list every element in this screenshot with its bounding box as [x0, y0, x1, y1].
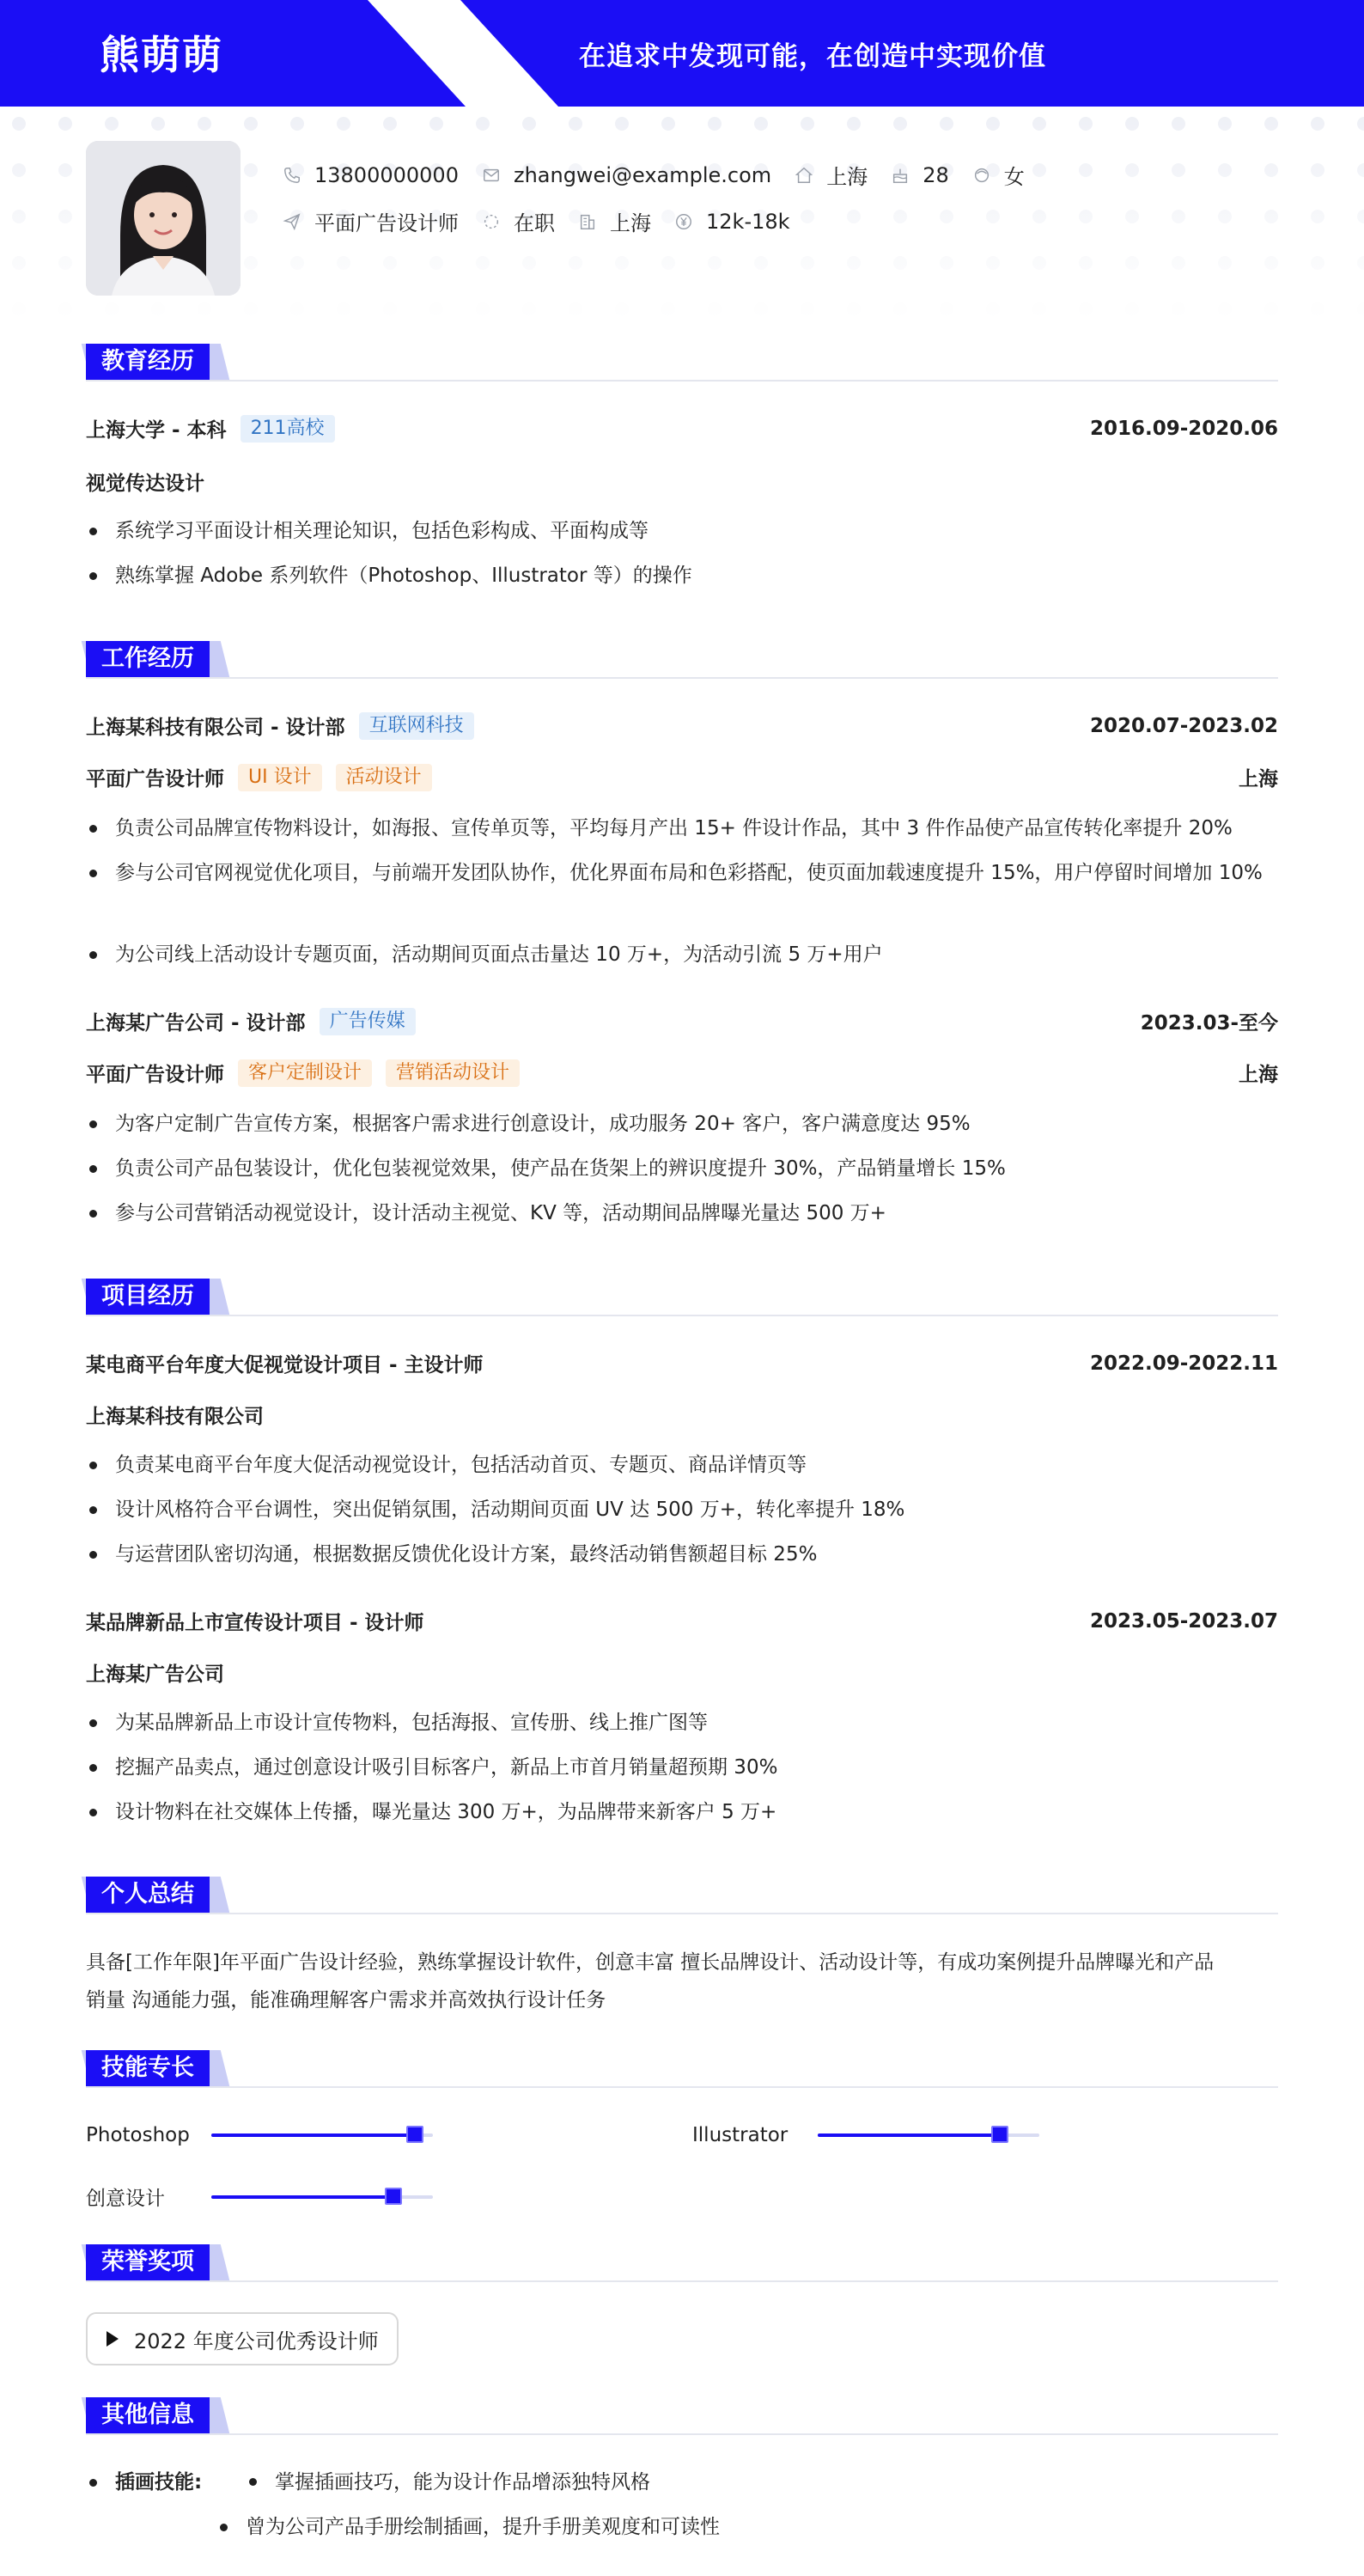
position-value: 平面广告设计师: [314, 211, 459, 235]
education-major: 视觉传达设计: [86, 473, 204, 495]
job-skill-tag: UI 设计: [238, 764, 322, 791]
building-icon: [577, 211, 598, 232]
project-header: [86, 1349, 1278, 1377]
list-item: 设计风格符合平台调性，突出促销氛围，活动期间页面 UV 达 500 万+，转化率提升 18%: [86, 1492, 1278, 1529]
job-period: 2023.03-至今: [1140, 1012, 1278, 1035]
candidate-name: 熊萌萌: [100, 32, 223, 78]
contact-email: [481, 163, 771, 187]
list-item: 参与公司营销活动视觉设计，设计活动主视觉、KV 等，活动期间品牌曝光量达 500 万+: [86, 1195, 1278, 1232]
section-title-awards: 荣誉奖项: [86, 2244, 210, 2280]
education-tag: 211高校: [241, 415, 335, 443]
contact-phone: [282, 163, 459, 187]
section-divider: [86, 677, 1278, 679]
summary-line-1: 具备[工作年限]年平面广告设计经验，熟练掌握设计软件，创意丰富 擅长品牌设计、活动设计等，有成功案例提升品牌曝光和产品: [86, 1951, 1215, 1974]
list-item: 为某品牌新品上市设计宣传物料，包括海报、宣传册、线上推广图等: [86, 1705, 1278, 1742]
job-header: [86, 711, 1278, 740]
job-role: 平面广告设计师: [86, 1064, 224, 1086]
project-header: [86, 1607, 1278, 1635]
project-name: 某电商平台年度大促视觉设计项目 - 主设计师: [86, 1354, 484, 1377]
job-role-row: [86, 763, 1278, 791]
list-item: 系统学习平面设计相关理论知识，包括色彩构成、平面构成等: [86, 513, 1278, 550]
job-skill-tag: 客户定制设计: [238, 1059, 372, 1087]
section-divider: [86, 1315, 1278, 1316]
contact-salary: [673, 210, 790, 234]
project-period: 2022.09-2022.11: [1089, 1352, 1278, 1375]
list-item: 与运营团队密切沟通，根据数据反馈优化设计方案，最终活动销售额超目标 25%: [86, 1536, 1278, 1573]
email-value: zhangwei@example.com: [513, 162, 772, 187]
salary-value: 12k-18k: [706, 209, 790, 234]
section-title-other: 其他信息: [86, 2397, 210, 2433]
list-item: 熟练掌握 Adobe 系列软件（Photoshop、Illustrator 等）的操作: [86, 558, 1278, 595]
list-item: 参与公司官网视觉优化项目，与前端开发团队协作，优化界面布局和色彩搭配，使页面加载速度提升 15%，用户停留时间增加 10%: [86, 855, 1278, 892]
other-info-subitem: 曾为公司产品手册绘制插画，提升手册美观度和可读性: [216, 2509, 1278, 2546]
section-title-skills: 技能专长: [86, 2050, 210, 2086]
award-item[interactable]: [86, 2312, 399, 2365]
contact-city: [794, 160, 868, 190]
project-name: 某品牌新品上市宣传设计项目 - 设计师: [86, 1612, 424, 1634]
education-period: 2016.09-2020.06: [1089, 417, 1278, 440]
job-header: [86, 1007, 1278, 1035]
job-industry-tag: 互联网科技: [359, 712, 474, 740]
education-school: 上海大学 - 本科: [86, 419, 227, 442]
skill-knob: [991, 2126, 1008, 2143]
skill-knob: [406, 2126, 423, 2143]
skill-bar: [211, 2133, 433, 2137]
contact-row-1: [282, 160, 1047, 190]
age-value: 28: [923, 162, 949, 187]
contact-position: [282, 206, 459, 236]
job-period: 2020.07-2023.02: [1089, 714, 1278, 737]
job-location: 上海: [1239, 1064, 1278, 1086]
section-divider: [86, 2433, 1278, 2435]
status-icon: [481, 211, 502, 232]
phone-icon: [282, 165, 302, 186]
section-title-education: 教育经历: [86, 344, 210, 380]
city-value: 上海: [826, 165, 868, 189]
header-banner: [0, 0, 1364, 107]
play-icon: [107, 2331, 119, 2347]
job-role-row: [86, 1059, 1278, 1087]
education-header: [86, 414, 1278, 443]
project-company-row: [86, 1401, 1278, 1429]
job-skill-tag: 营销活动设计: [386, 1059, 520, 1087]
project-period: 2023.05-2023.07: [1089, 1609, 1278, 1633]
section-title-summary: 个人总结: [86, 1877, 210, 1913]
list-item: 挖掘产品卖点，通过创意设计吸引目标客户，新品上市首月销量超预期 30%: [86, 1749, 1278, 1786]
contact-row-2: [282, 206, 813, 236]
contact-expected-city: [577, 206, 651, 236]
skill-photoshop: [86, 2124, 433, 2146]
contact-gender: [971, 160, 1025, 190]
section-title-projects: 项目经历: [86, 1279, 210, 1315]
skill-label: Illustrator: [692, 2124, 789, 2146]
section-title-work: 工作经历: [86, 641, 210, 677]
award-label: 2022 年度公司优秀设计师: [134, 2329, 379, 2353]
job-location: 上海: [1239, 768, 1278, 791]
gender-icon: [971, 165, 992, 186]
header-slogan: 在追求中发现可能，在创造中实现价值: [579, 41, 1046, 72]
skill-label: 创意设计: [86, 2188, 165, 2210]
other-info-text: 掌握插画技巧，能为设计作品增添独特风格: [246, 2471, 650, 2494]
gender-value: 女: [1003, 165, 1025, 189]
skill-label: Photoshop: [86, 2124, 190, 2146]
project-company-row: [86, 1658, 1278, 1687]
list-item: 负责某电商平台年度大促活动视觉设计，包括活动首页、专题页、商品详情页等: [86, 1447, 1278, 1484]
skill-bar: [211, 2195, 433, 2199]
contact-age: [890, 163, 949, 187]
summary-line-2: 销量 沟通能力强，能准确理解客户需求并高效执行设计任务: [86, 1989, 606, 2011]
mail-icon: [481, 165, 502, 186]
list-item: 设计物料在社交媒体上传播，曝光量达 300 万+，为品牌带来新客户 5 万+: [86, 1794, 1278, 1831]
cake-icon: [890, 165, 910, 186]
other-info-item: [86, 2464, 1278, 2501]
job-role: 平面广告设计师: [86, 768, 224, 791]
status-value: 在职: [514, 211, 555, 235]
send-icon: [282, 211, 302, 232]
section-divider: [86, 1913, 1278, 1914]
education-major-row: [86, 467, 1278, 496]
section-divider: [86, 2280, 1278, 2282]
home-icon: [794, 165, 814, 186]
job-company: 上海某广告公司 - 设计部: [86, 1012, 306, 1035]
skill-creative-design: [86, 2182, 433, 2211]
expected-city-value: 上海: [610, 211, 651, 235]
skill-knob: [385, 2188, 402, 2205]
profile-photo: [86, 141, 241, 296]
bullet-dot: [249, 2478, 257, 2486]
contact-status: [481, 206, 555, 236]
list-item: 负责公司产品包装设计，优化包装视觉效果，使产品在货架上的辨识度提升 30%，产品销量增长 15%: [86, 1151, 1278, 1187]
other-info-label: 插画技能:: [115, 2471, 203, 2494]
phone-value: 13800000000: [314, 162, 459, 187]
job-skill-tag: 活动设计: [336, 764, 432, 791]
section-divider: [86, 2086, 1278, 2088]
list-item: 为公司线上活动设计专题页面，活动期间页面点击量达 10 万+，为活动引流 5 万+用户: [86, 937, 1278, 974]
job-company: 上海某科技有限公司 - 设计部: [86, 717, 345, 739]
project-company: 上海某广告公司: [86, 1663, 224, 1686]
skill-illustrator: [692, 2124, 1039, 2146]
skill-bar: [818, 2133, 1039, 2137]
list-item: 负责公司品牌宣传物料设计，如海报、宣传单页等，平均每月产出 15+ 件设计作品，其中 3 件作品使产品宣传转化率提升 20%: [86, 810, 1278, 847]
list-item: 为客户定制广告宣传方案，根据客户需求进行创意设计，成功服务 20+ 客户，客户满意度达 95%: [86, 1106, 1278, 1143]
section-divider: [86, 380, 1278, 382]
yuan-icon: [673, 211, 694, 232]
project-company: 上海某科技有限公司: [86, 1406, 264, 1428]
job-industry-tag: 广告传媒: [320, 1008, 416, 1035]
